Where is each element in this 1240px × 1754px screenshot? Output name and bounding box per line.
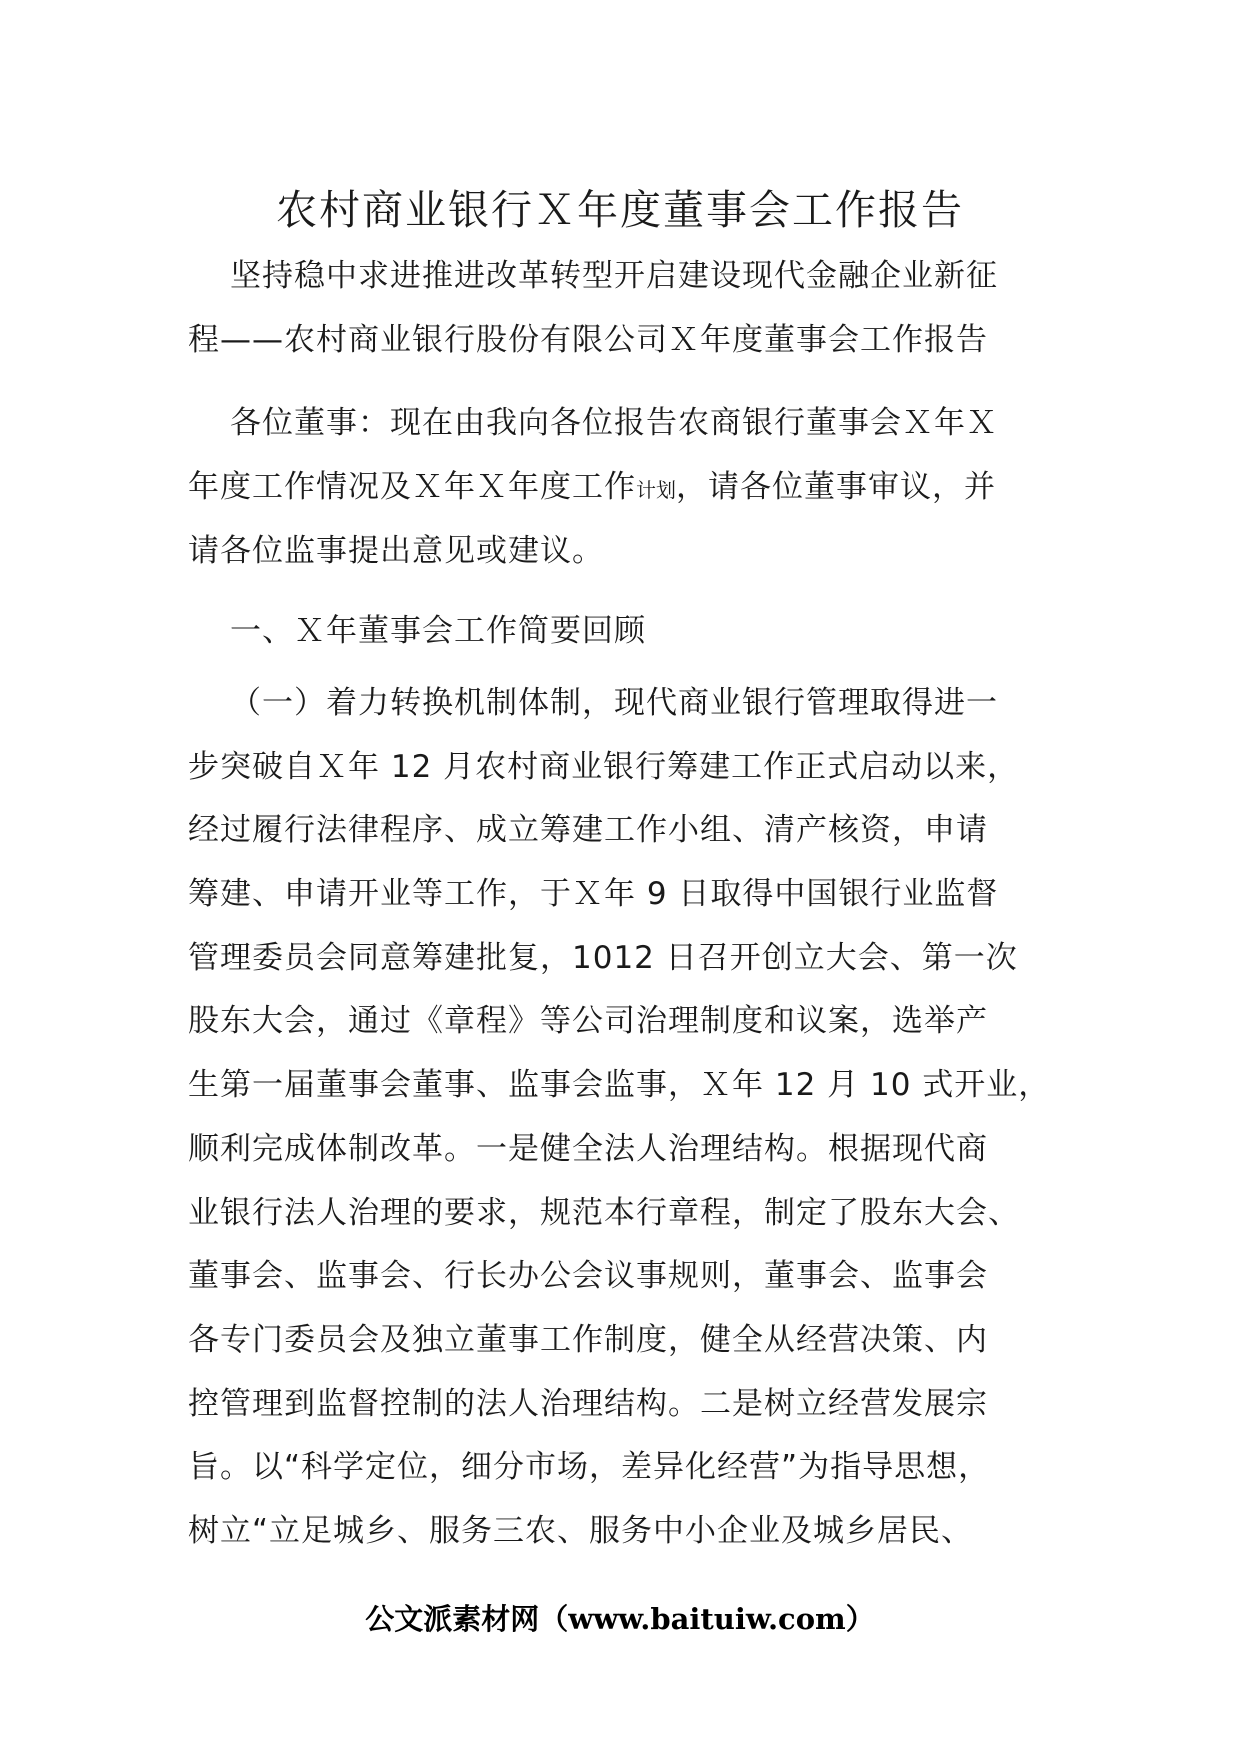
greeting-paragraph: [188, 391, 1088, 583]
greeting-line: 各位董事：现在由我向各位报告农商银行董事会Ｘ年Ｘ: [230, 405, 998, 441]
document-title: 农村商业银行Ｘ年度董事会工作报告: [276, 186, 964, 234]
greeting-text: 年度工作情况及Ｘ年Ｘ年度工作: [188, 469, 636, 505]
body-line: 管理委员会同意筹建批复，1012 日召开创立大会、第一次: [188, 939, 1018, 976]
footer-source: 公文派素材网（www.baituiw.com）: [365, 1602, 875, 1636]
greeting-text: ，请各位董事审议，并: [676, 469, 996, 505]
body-line: 各专门委员会及独立董事工作制度，健全从经营决策、内: [188, 1321, 988, 1358]
body-line: 树立“立足城乡、服务三农、服务中小企业及城乡居民、: [188, 1512, 974, 1549]
body-line: 顺利完成体制改革。一是健全法人治理结构。根据现代商: [188, 1130, 988, 1167]
greeting-line: 请各位监事提出意见或建议。: [188, 533, 604, 569]
subtitle-paragraph: [188, 244, 1088, 372]
body-line: （一）着力转换机制体制，现代商业银行管理取得进一: [230, 685, 998, 721]
section-heading: 一、Ｘ年董事会工作简要回顾: [230, 613, 646, 649]
body-line: 控管理到监督控制的法人治理结构。二是树立经营发展宗: [188, 1385, 988, 1422]
body-line: 生第一届董事会董事、监事会监事，Ｘ年 12 月 10 式开业，: [188, 1067, 1051, 1104]
body-line: 股东大会，通过《章程》等公司治理制度和议案，选举产: [188, 1003, 988, 1040]
body-line: 经过履行法律程序、成立筹建工作小组、清产核资，申请: [188, 812, 988, 849]
subtitle-line: 程——农村商业银行股份有限公司Ｘ年度董事会工作报告: [188, 322, 988, 358]
body-line: 董事会、监事会、行长办公会议事规则，董事会、监事会: [188, 1258, 988, 1295]
body-line: 旨。以“科学定位，细分市场，差异化经营”为指导思想，: [188, 1449, 991, 1486]
body-line: 业银行法人治理的要求，规范本行章程，制定了股东大会、: [188, 1194, 1020, 1231]
body-line: 步突破自Ｘ年 12 月农村商业银行筹建工作正式启动以来，: [188, 748, 1020, 785]
small-inline-text: 计划: [636, 478, 676, 502]
subtitle-line: 坚持稳中求进推进改革转型开启建设现代金融企业新征: [230, 258, 998, 294]
greeting-line: [188, 455, 1088, 519]
body-line: 筹建、申请开业等工作，于Ｘ年 9 日取得中国银行业监督: [188, 876, 999, 913]
body-paragraph: [188, 672, 1088, 1564]
